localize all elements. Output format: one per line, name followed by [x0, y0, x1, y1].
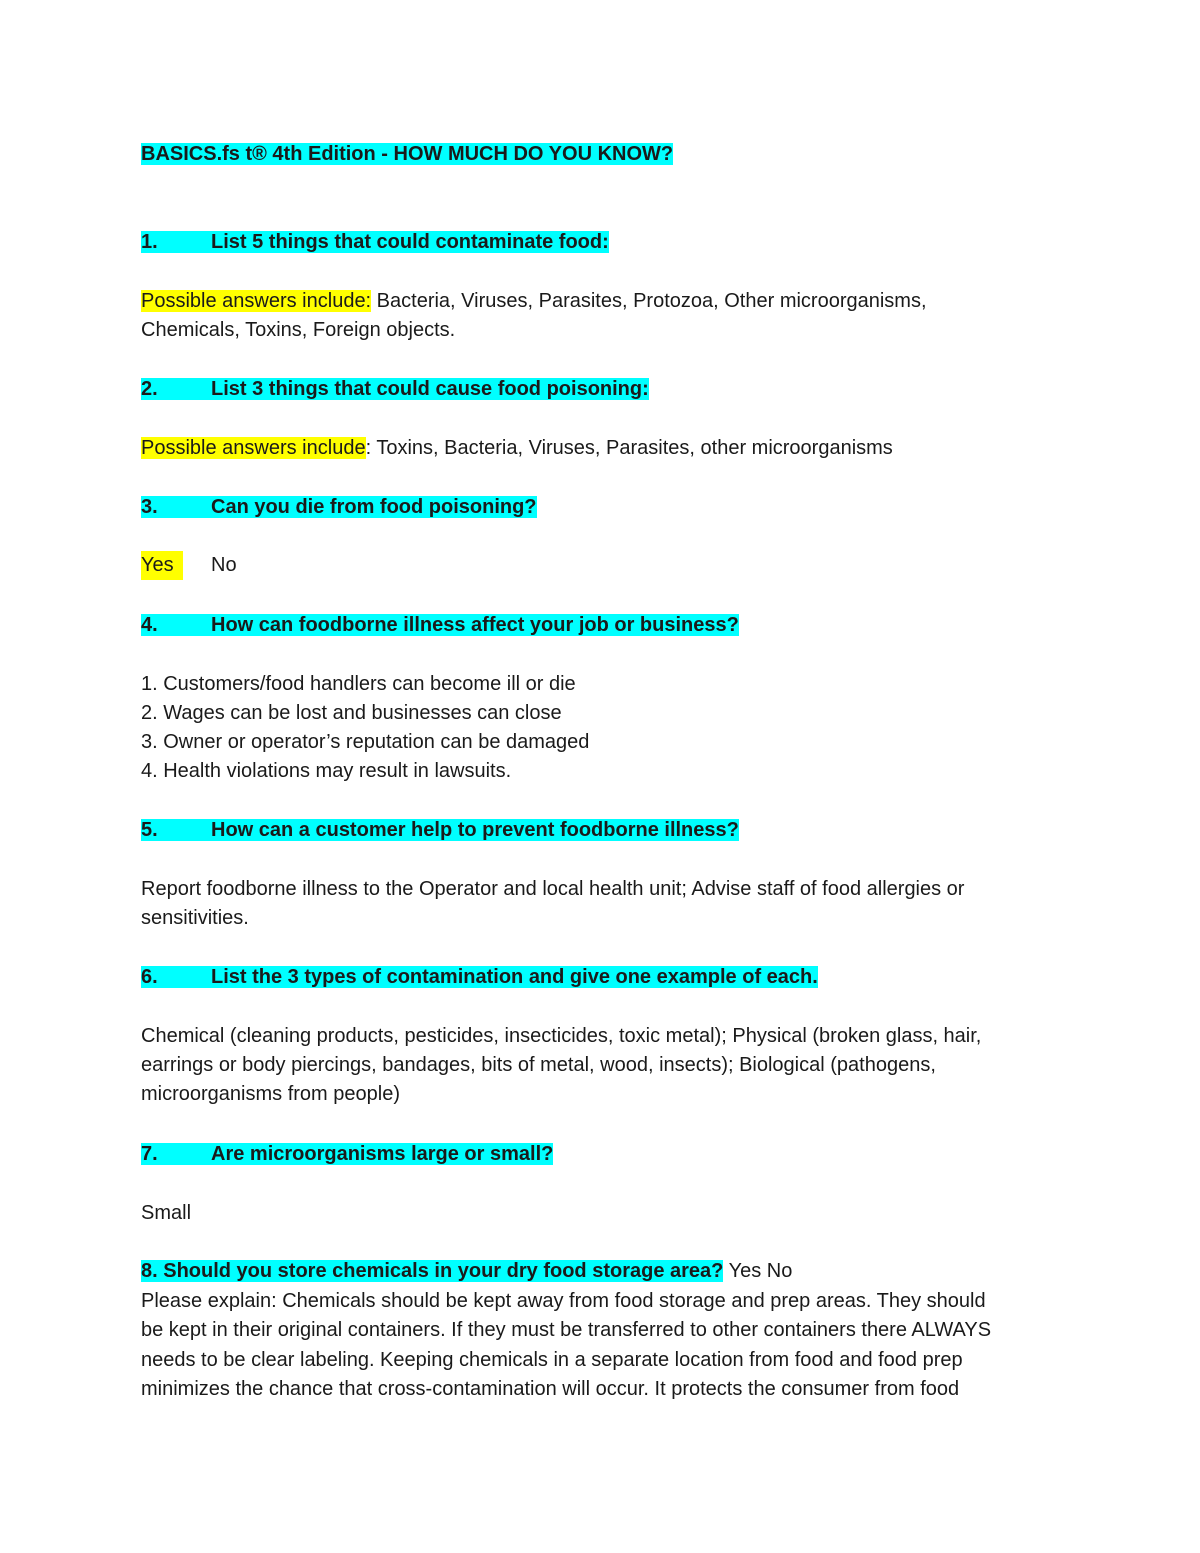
document-title-text: BASICS.fs t® 4th Edition - HOW MUCH DO YOU KNOW?: [141, 143, 674, 165]
answer-1-line-2: Chemicals, Toxins, Foreign objects.: [141, 319, 456, 341]
answer-2-text: : Toxins, Bacteria, Viruses, Parasites, other microorganisms: [365, 437, 893, 459]
answer-8-line: minimizes the chance that cross-contamination will occur. It protects the consumer from food: [141, 1378, 960, 1400]
question-3-number: 3.: [141, 496, 158, 518]
question-5: [141, 816, 739, 845]
answer-4-item: 2. Wages can be lost and businesses can close: [141, 702, 562, 724]
question-5-text: How can a customer help to prevent foodborne illness?: [211, 819, 739, 841]
answer-8-line: Please explain: Chemicals should be kept away from food storage and prep areas. They should: [141, 1290, 986, 1312]
answer-4-item: 3. Owner or operator’s reputation can be damaged: [141, 731, 590, 753]
answer-1-label: Possible answers include:: [141, 290, 372, 312]
answer-8-line: needs to be clear labeling. Keeping chemicals in a separate location from food and food prep: [141, 1349, 963, 1371]
question-8-text: 8. Should you store chemicals in your dry food storage area?: [141, 1260, 724, 1282]
answer-1-line-1: [141, 287, 927, 316]
answer-2-label: Possible answers include: [141, 437, 366, 459]
question-4-number: 4.: [141, 614, 158, 636]
answer-3-no: No: [211, 554, 237, 576]
question-4-text: How can foodborne illness affect your job or business?: [211, 614, 739, 636]
question-8-options: Yes No: [723, 1260, 793, 1282]
question-4: [141, 611, 739, 640]
question-1: [141, 228, 609, 257]
document-title: [141, 140, 673, 169]
question-8: [141, 1257, 792, 1286]
question-2-text: List 3 things that could cause food poisoning:: [211, 378, 649, 400]
answer-3: [141, 551, 237, 580]
answer-4-item: 4. Health violations may result in lawsuits.: [141, 760, 512, 782]
question-7: [141, 1140, 553, 1169]
answer-8-line: be kept in their original containers. If they must be transferred to other containers there ALWAYS: [141, 1319, 992, 1341]
question-6-number: 6.: [141, 966, 158, 988]
answer-5-line-2: sensitivities.: [141, 907, 249, 929]
answer-6-line-2: earrings or body piercings, bandages, bits of metal, wood, insects); Biological (pathogens,: [141, 1054, 936, 1076]
question-2: [141, 375, 649, 404]
answer-2: [141, 434, 893, 463]
question-6: [141, 963, 818, 992]
answer-3-yes: Yes: [141, 551, 183, 580]
question-1-text: List 5 things that could contaminate food:: [211, 231, 609, 253]
question-3-text: Can you die from food poisoning?: [211, 496, 537, 518]
answer-6-line-3: microorganisms from people): [141, 1083, 400, 1105]
question-5-number: 5.: [141, 819, 158, 841]
answer-4-item: 1. Customers/food handlers can become ill or die: [141, 673, 576, 695]
question-3: [141, 493, 537, 522]
question-1-number: 1.: [141, 231, 158, 253]
question-6-text: List the 3 types of contamination and give one example of each.: [211, 966, 818, 988]
question-7-number: 7.: [141, 1143, 158, 1165]
question-7-text: Are microorganisms large or small?: [211, 1143, 554, 1165]
answer-7: Small: [141, 1202, 192, 1224]
answer-1-text: Bacteria, Viruses, Parasites, Protozoa, Other microorganisms,: [371, 290, 927, 312]
question-2-number: 2.: [141, 378, 158, 400]
answer-5-line-1: Report foodborne illness to the Operator and local health unit; Advise staff of food allergies or: [141, 878, 965, 900]
answer-6-line-1: Chemical (cleaning products, pesticides, insecticides, toxic metal); Physical (broken glass, hair,: [141, 1025, 982, 1047]
